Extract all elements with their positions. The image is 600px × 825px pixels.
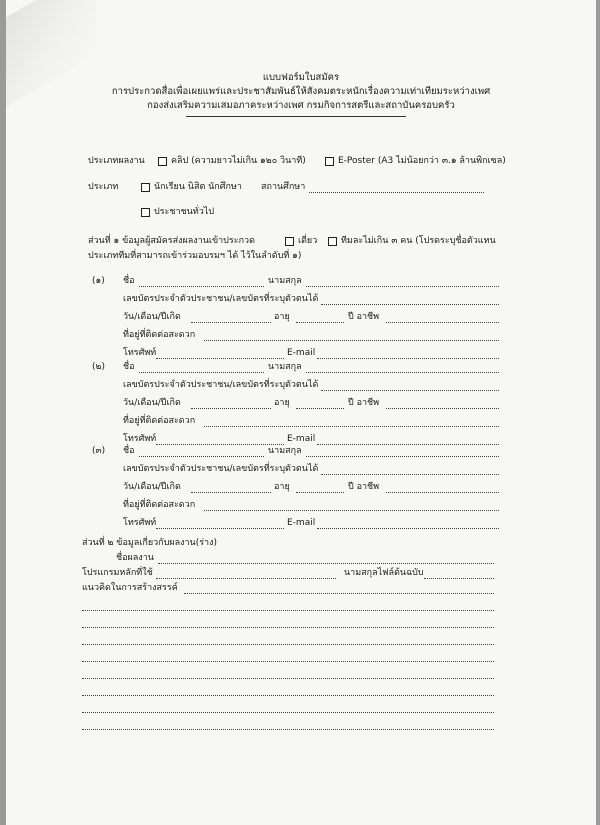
address-field[interactable] bbox=[204, 340, 499, 341]
concept-line[interactable] bbox=[82, 712, 494, 713]
dob-label: วัน/เดือน/ปีเกิด bbox=[123, 398, 181, 408]
eposter-checkbox[interactable] bbox=[325, 157, 334, 166]
student-option-label: นักเรียน นิสิต นักศึกษา bbox=[154, 182, 242, 192]
concept-line[interactable] bbox=[82, 644, 494, 645]
phone-label: โทรศัพท์ bbox=[123, 518, 157, 528]
age-label: อายุ bbox=[274, 482, 290, 492]
address-field[interactable] bbox=[204, 510, 499, 511]
public-checkbox[interactable] bbox=[141, 208, 150, 217]
concept-line[interactable] bbox=[82, 695, 494, 696]
id-label: เลขบัตรประจำตัวประชาชน/เลขบัตรที่ระบุตัวตนได้ bbox=[123, 464, 319, 474]
concept-line[interactable] bbox=[82, 627, 494, 628]
clip-option-label: คลิป (ความยาวไม่เกิน ๑๒๐ วินาที) bbox=[171, 156, 306, 166]
org-title: กองส่งเสริมความเสมอภาคระหว่างเพศ กรมกิจการสตรีและสถาบันครอบครัว bbox=[147, 100, 455, 111]
id-field[interactable] bbox=[321, 304, 499, 305]
name-label: ชื่อ bbox=[123, 362, 135, 372]
section1-team-note: ประเภททีมที่สามารถเข้าร่วมอบรมฯ ได้ ไว้ในลำดับที่ ๑) bbox=[88, 251, 302, 261]
solo-checkbox[interactable] bbox=[285, 237, 294, 246]
dob-label: วัน/เดือน/ปีเกิด bbox=[123, 312, 181, 322]
program-field[interactable] bbox=[156, 578, 336, 579]
email-label: E-mail bbox=[287, 434, 316, 444]
work-type-label: ประเภทผลงาน bbox=[88, 156, 145, 166]
name-field[interactable] bbox=[139, 456, 264, 457]
clip-checkbox[interactable] bbox=[158, 157, 167, 166]
age-label: อายุ bbox=[274, 312, 290, 322]
concept-line[interactable] bbox=[82, 729, 494, 730]
section1-heading: ส่วนที่ ๑ ข้อมูลผู้สมัครส่งผลงานเข้าประกวด bbox=[88, 236, 255, 246]
name-field[interactable] bbox=[139, 372, 264, 373]
section2-heading: ส่วนที่ ๒ ข้อมูลเกี่ยวกับผลงาน(ร่าง) bbox=[82, 538, 217, 548]
file-ext-field[interactable] bbox=[424, 578, 494, 579]
surname-field[interactable] bbox=[306, 456, 499, 457]
id-label: เลขบัตรประจำตัวประชาชน/เลขบัตรที่ระบุตัวตนได้ bbox=[123, 294, 319, 304]
work-name-label: ชื่อผลงาน bbox=[116, 553, 154, 563]
phone-field[interactable] bbox=[156, 444, 284, 445]
email-field[interactable] bbox=[317, 528, 499, 529]
surname-label: นามสกุล bbox=[268, 362, 302, 372]
person-number: (๑) bbox=[92, 276, 105, 286]
concept-line[interactable] bbox=[82, 678, 494, 679]
dob-field[interactable] bbox=[191, 408, 271, 409]
form-page bbox=[6, 0, 596, 825]
concept-line[interactable] bbox=[82, 610, 494, 611]
program-label: โปรแกรมหลักที่ใช้ bbox=[82, 568, 153, 578]
file-ext-label: นามสกุลไฟล์ต้นฉบับ bbox=[344, 568, 424, 578]
age-field[interactable] bbox=[296, 408, 344, 409]
person-number: (๓) bbox=[92, 446, 106, 456]
surname-field[interactable] bbox=[306, 372, 499, 373]
address-label: ที่อยู่ที่ติดต่อสะดวก bbox=[123, 500, 196, 510]
phone-label: โทรศัพท์ bbox=[123, 434, 157, 444]
name-label: ชื่อ bbox=[123, 446, 135, 456]
category-label: ประเภท bbox=[88, 182, 119, 192]
age-field[interactable] bbox=[296, 322, 344, 323]
student-checkbox[interactable] bbox=[141, 183, 150, 192]
address-label: ที่อยู่ที่ติดต่อสะดวก bbox=[123, 330, 196, 340]
concept-field[interactable] bbox=[184, 593, 494, 594]
email-field[interactable] bbox=[317, 444, 499, 445]
job-label: ปี อาชีพ bbox=[348, 398, 380, 408]
school-label: สถานศึกษา bbox=[261, 182, 306, 192]
job-label: ปี อาชีพ bbox=[348, 482, 380, 492]
address-label: ที่อยู่ที่ติดต่อสะดวก bbox=[123, 416, 196, 426]
id-label: เลขบัตรประจำตัวประชาชน/เลขบัตรที่ระบุตัวตนได้ bbox=[123, 380, 319, 390]
email-label: E-mail bbox=[287, 348, 316, 358]
phone-label: โทรศัพท์ bbox=[123, 348, 157, 358]
eposter-option-label: E-Poster (A3 ไม่น้อยกว่า ๓.๑ ล้านพิกเซล) bbox=[338, 156, 506, 166]
job-field[interactable] bbox=[386, 408, 499, 409]
address-field[interactable] bbox=[204, 426, 499, 427]
age-field[interactable] bbox=[296, 492, 344, 493]
school-field[interactable] bbox=[309, 192, 484, 193]
name-label: ชื่อ bbox=[123, 276, 135, 286]
title-underline bbox=[186, 116, 406, 117]
dob-field[interactable] bbox=[191, 322, 271, 323]
dob-field[interactable] bbox=[191, 492, 271, 493]
phone-field[interactable] bbox=[156, 358, 284, 359]
email-label: E-mail bbox=[287, 518, 316, 528]
solo-label: เดี่ยว bbox=[298, 236, 318, 246]
concept-label: แนวคิดในการสร้างสรรค์ bbox=[82, 583, 178, 593]
contest-title: การประกวดสื่อเพื่อเผยแพร่และประชาสัมพันธ์ให้สังคมตระหนักเรื่องความเท่าเทียมระหว่างเพศ bbox=[111, 86, 491, 97]
person-number: (๒) bbox=[92, 362, 105, 372]
surname-label: นามสกุล bbox=[268, 446, 302, 456]
phone-field[interactable] bbox=[156, 528, 284, 529]
work-name-field[interactable] bbox=[158, 563, 494, 564]
job-field[interactable] bbox=[386, 492, 499, 493]
concept-line[interactable] bbox=[82, 661, 494, 662]
job-label: ปี อาชีพ bbox=[348, 312, 380, 322]
job-field[interactable] bbox=[386, 322, 499, 323]
dob-label: วัน/เดือน/ปีเกิด bbox=[123, 482, 181, 492]
surname-field[interactable] bbox=[306, 286, 499, 287]
name-field[interactable] bbox=[139, 286, 264, 287]
team-checkbox[interactable] bbox=[328, 237, 337, 246]
team-label: ทีมละไม่เกิน ๓ คน (โปรดระบุชื่อตัวแทน bbox=[341, 236, 496, 246]
surname-label: นามสกุล bbox=[268, 276, 302, 286]
public-option-label: ประชาชนทั่วไป bbox=[154, 207, 215, 217]
id-field[interactable] bbox=[321, 390, 499, 391]
form-title: แบบฟอร์มใบสมัคร bbox=[262, 72, 340, 83]
age-label: อายุ bbox=[274, 398, 290, 408]
email-field[interactable] bbox=[317, 358, 499, 359]
id-field[interactable] bbox=[321, 474, 499, 475]
